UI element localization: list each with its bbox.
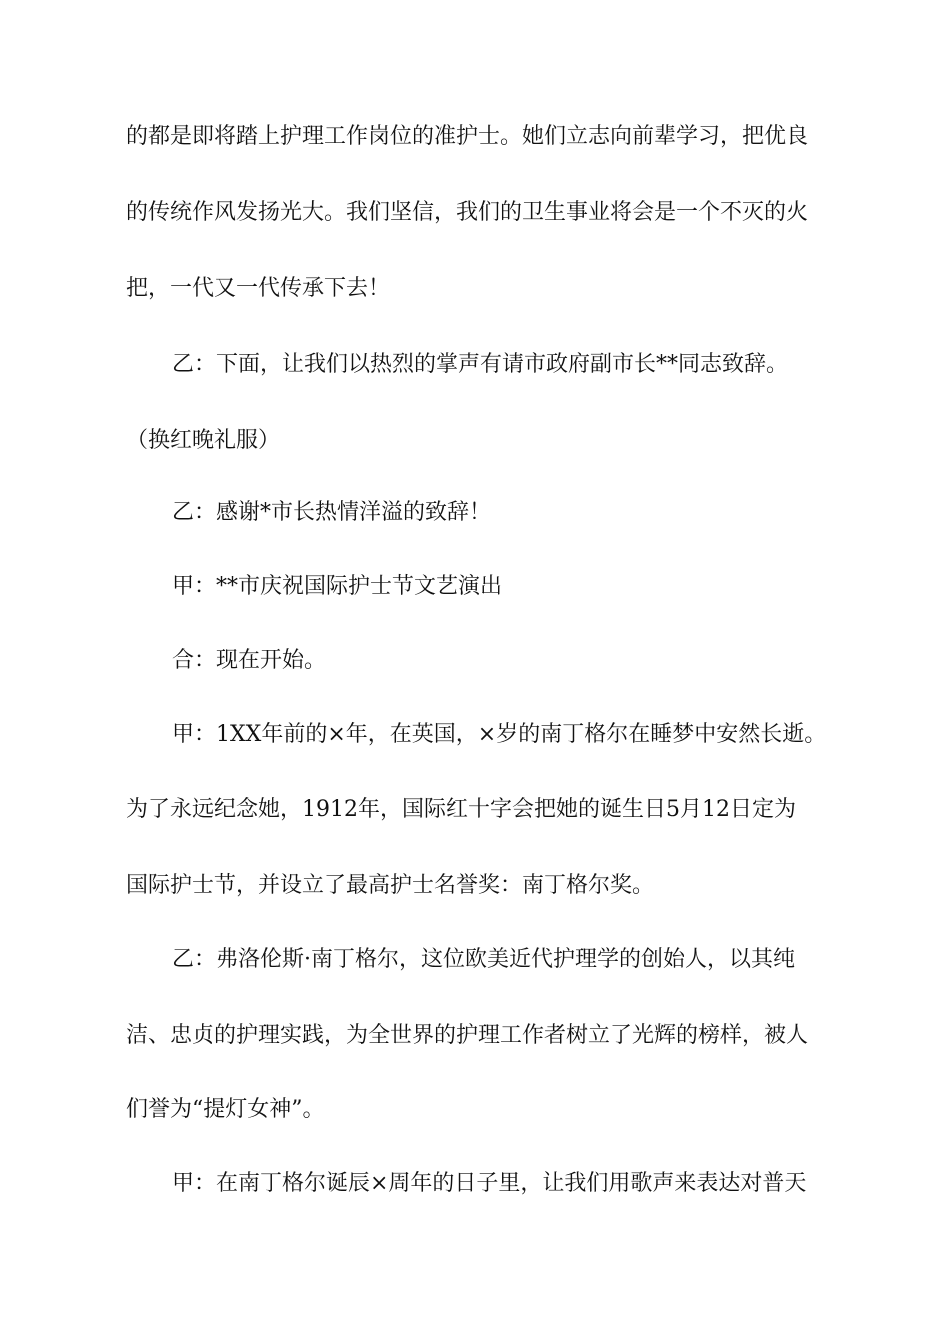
- text-line: 把，一代又一代传承下去！: [126, 276, 391, 301]
- text-line: 乙：感谢*市长热情洋溢的致辞！: [172, 500, 492, 525]
- text-line: 乙：弗洛伦斯·南丁格尔，这位欧美近代护理学的创始人，以其纯: [172, 947, 795, 972]
- text-line: 为了永远纪念她，1912年，国际红十字会把她的诞生日5月12日定为: [126, 797, 796, 822]
- text-line: （换红晚礼服）: [126, 428, 281, 453]
- text-line: 合：现在开始。: [172, 648, 327, 673]
- text-line: 乙：下面，让我们以热烈的掌声有请市政府副市长**同志致辞。: [172, 352, 789, 377]
- text-line: 们誉为“提灯女神”。: [126, 1097, 325, 1122]
- text-line: 洁、忠贞的护理实践，为全世界的护理工作者树立了光辉的榜样，被人: [126, 1023, 809, 1048]
- text-line: 甲：在南丁格尔诞辰×周年的日子里，让我们用歌声来表达对普天: [172, 1171, 807, 1196]
- text-line: 的传统作风发扬光大。我们坚信，我们的卫生事业将会是一个不灭的火: [126, 200, 809, 225]
- text-line: 甲：**市庆祝国际护士节文艺演出: [172, 574, 503, 599]
- text-line: 的都是即将踏上护理工作岗位的准护士。她们立志向前辈学习，把优良: [126, 124, 809, 149]
- text-line: 甲：1XX年前的×年，在英国，×岁的南丁格尔在睡梦中安然长逝。: [172, 722, 827, 747]
- text-line: 国际护士节，并设立了最高护士名誉奖：南丁格尔奖。: [126, 873, 655, 898]
